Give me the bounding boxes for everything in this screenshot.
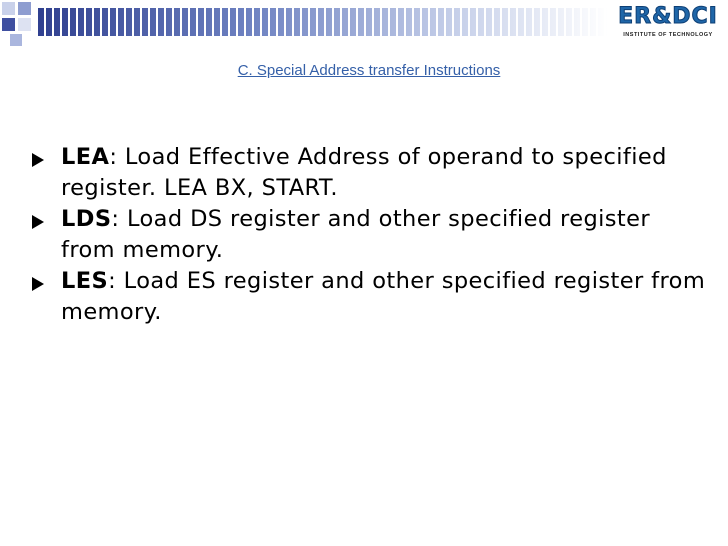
bullet-arrow-icon [32, 215, 44, 229]
bullet-item-les [30, 266, 710, 328]
bullet-term: LDS [61, 206, 112, 232]
bullet-item-lds [30, 204, 710, 266]
decor-square [2, 18, 15, 31]
decor-square [18, 2, 31, 15]
bullet-arrow-icon [32, 277, 44, 291]
bullet-text: : Load DS register and other specified register from memory. [61, 206, 651, 263]
slide-title: C. Special Address transfer Instructions [237, 62, 501, 79]
bullet-list [30, 142, 710, 328]
decor-square [18, 18, 31, 31]
bullet-text: : Load Effective Address of operand to specified register. LEA BX, START. [61, 144, 667, 201]
logo-subtext: INSTITUTE OF TECHNOLOGY [623, 32, 713, 38]
bullet-item-lea [30, 142, 710, 204]
institute-logo [612, 4, 724, 44]
gradient-stripe-bar [36, 8, 608, 36]
decor-square [10, 34, 22, 46]
decor-square [2, 2, 15, 15]
bullet-text: : Load ES register and other specified register from memory. [61, 268, 706, 325]
bullet-arrow-icon [32, 153, 44, 167]
logo-text: ER&DCI [618, 4, 718, 29]
bullet-term: LES [61, 268, 109, 294]
bullet-term: LEA [61, 144, 110, 170]
